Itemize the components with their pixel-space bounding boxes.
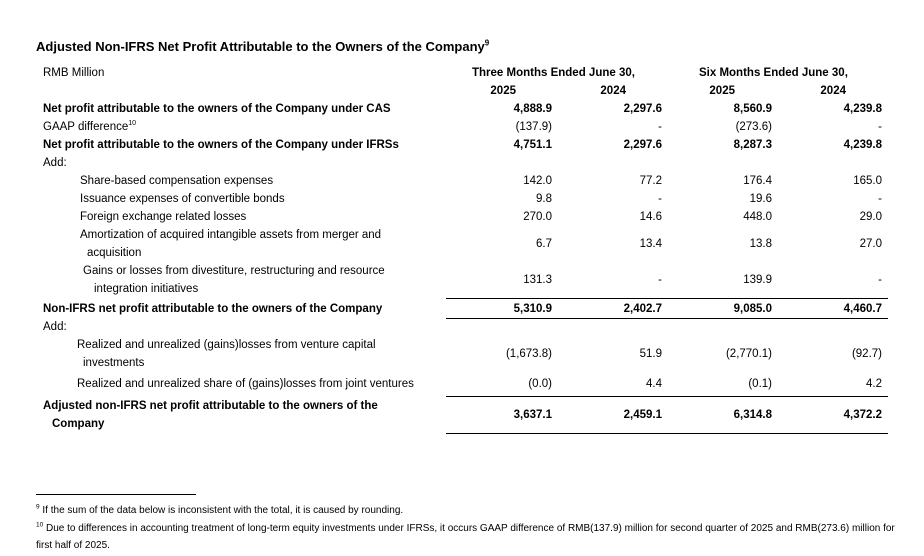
footnote-mark: 10 [36,521,44,529]
cell-h2025: (2,770.1) [725,348,772,360]
footnote-10 [36,520,896,554]
footnote-mark: 9 [36,503,40,511]
cell-h2025: 8,560.9 [733,103,772,115]
cell-h2024: 4,372.2 [843,409,882,421]
footnote-text: Due to differences in accounting treatment of long-term equity investments under IFRSs, it occurs GAAP difference of RMB(137.9) million for second quarter of 2025 and RMB(273.6) million for first half of 2025. [36,523,895,551]
cell-q2024: 2,459.1 [623,409,662,421]
cell-h2024: 4,460.7 [843,303,882,315]
row-label-line1: Amortization of acquired intangible assets from merger and [80,229,382,241]
row-label-line2: integration initiatives [94,283,199,295]
header-year-h-2025: 2025 [709,85,735,97]
cell-h2024: 4,239.8 [843,139,882,151]
row-label-text: GAAP difference [43,121,129,133]
row-label-line2: acquisition [87,247,142,259]
cell-h2025: 176.4 [743,175,772,187]
row-label [43,118,136,136]
row-label: Non-IFRS net profit attributable to the owners of the Company [43,303,383,315]
row-label-line1: Realized and unrealized (gains)losses from venture capital [77,339,376,351]
footnote-mark-10: 10 [128,120,137,128]
cell-h2024: - [878,193,882,205]
cell-h2025: (273.6) [735,121,772,133]
cell-h2025: 6,314.8 [733,409,772,421]
table-title-text: Adjusted Non-IFRS Net Profit Attributable to the Owners of the Company [36,39,485,54]
row-label: Foreign exchange related losses [80,211,247,223]
footnote-text: If the sum of the data below is inconsistent with the total, it is caused by rounding. [42,505,404,516]
row-label-line1: Adjusted non-IFRS net profit attributable to the owners of the [43,400,378,412]
cell-q2025: (1,673.8) [505,348,552,360]
row-label: Net profit attributable to the owners of the Company under CAS [43,103,391,115]
cell-q2025: 9.8 [536,193,552,205]
cell-q2025: 4,888.9 [513,103,552,115]
header-three-months: Three Months Ended June 30, [472,67,635,79]
row-label: Net profit attributable to the owners of the Company under IFRSs [43,139,399,151]
row-label: Share-based compensation expenses [80,175,274,187]
cell-q2024: - [658,121,662,133]
cell-q2024: 2,297.6 [623,103,662,115]
cell-h2025: 448.0 [743,211,772,223]
unit-label: RMB Million [43,67,105,79]
cell-h2025: (0.1) [748,378,772,390]
row-label-line1: Gains or losses from divestiture, restructuring and resource [83,265,385,277]
row-label-add: Add: [43,157,67,169]
total-rule-bottom [446,433,888,434]
cell-q2025: 131.3 [523,274,552,286]
row-label-line2: Company [52,418,105,430]
footnote-mark-9: 9 [484,38,490,48]
cell-h2024: 27.0 [859,238,882,250]
row-label: Issuance expenses of convertible bonds [80,193,285,205]
cell-q2025: 3,637.1 [513,409,552,421]
cell-h2024: 165.0 [853,175,882,187]
cell-q2024: 2,402.7 [623,303,662,315]
subtotal-rule-bottom [446,318,888,319]
row-label: Realized and unrealized share of (gains)losses from joint ventures [77,378,414,390]
cell-q2024: 51.9 [639,348,662,360]
cell-q2025: 5,310.9 [513,303,552,315]
row-label-add: Add: [43,321,67,333]
header-six-months: Six Months Ended June 30, [699,67,848,79]
cell-q2024: - [658,274,662,286]
cell-q2024: - [658,193,662,205]
cell-h2025: 139.9 [743,274,772,286]
cell-q2025: (0.0) [528,378,552,390]
footnote-9 [36,502,896,519]
header-year-q-2025: 2025 [490,85,516,97]
subtotal-rule-top [446,298,888,299]
header-year-h-2024: 2024 [820,85,846,97]
footnote-separator [36,494,196,495]
cell-h2025: 13.8 [749,238,772,250]
cell-q2025: (137.9) [515,121,552,133]
cell-h2025: 8,287.3 [733,139,772,151]
cell-h2024: (92.7) [851,348,882,360]
header-year-q-2024: 2024 [600,85,626,97]
total-rule-top [446,396,888,397]
cell-h2024: - [878,121,882,133]
cell-q2024: 14.6 [639,211,662,223]
cell-q2025: 4,751.1 [513,139,552,151]
cell-q2024: 13.4 [639,238,662,250]
cell-h2024: 29.0 [859,211,882,223]
cell-h2025: 19.6 [749,193,772,205]
cell-h2024: 4,239.8 [843,103,882,115]
cell-h2024: 4.2 [866,378,882,390]
row-label-line2: investments [83,357,145,369]
cell-q2024: 77.2 [639,175,662,187]
cell-q2024: 4.4 [646,378,662,390]
cell-h2024: - [878,274,882,286]
cell-q2025: 6.7 [536,238,552,250]
cell-h2025: 9,085.0 [733,303,772,315]
cell-q2024: 2,297.6 [623,139,662,151]
cell-q2025: 270.0 [523,211,552,223]
table-title [36,39,489,54]
cell-q2025: 142.0 [523,175,552,187]
